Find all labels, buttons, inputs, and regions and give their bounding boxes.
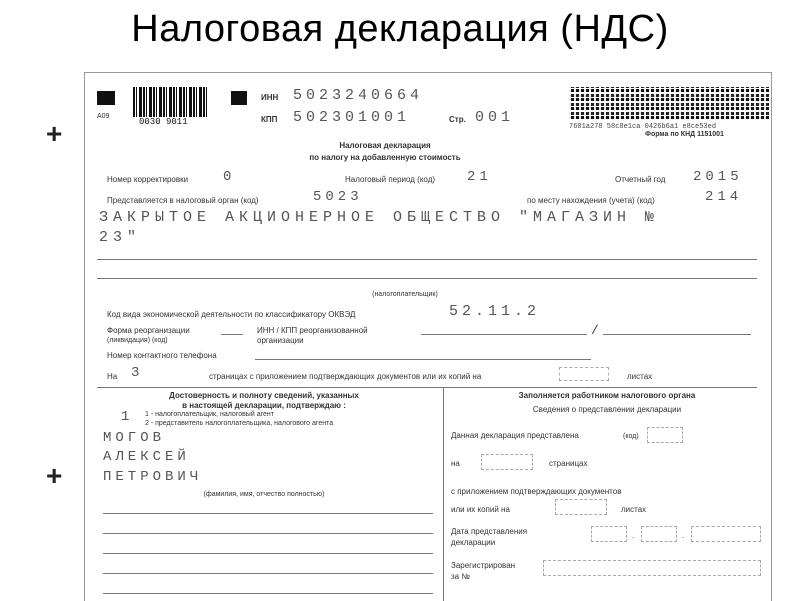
authority-value: 5023 [313, 189, 363, 205]
signature-line-1 [103, 513, 433, 514]
reorg-code-field [221, 334, 243, 335]
signer-first-name: АЛЕКСЕЙ [103, 449, 190, 465]
signer-option-2: 2 - представитель налогоплательщика, налогового агента [145, 420, 334, 427]
year-value: 2015 [693, 169, 743, 185]
hash-text: 7601a278 58c8e1ca 0426b6a1 e8ce53ed [569, 123, 717, 131]
signer-surname: МОГОВ [103, 430, 166, 446]
phone-label: Номер контактного телефона [107, 351, 217, 360]
date-label-line2: декларации [451, 538, 496, 547]
submitted-label: Данная декларация представлена [451, 431, 579, 440]
period-value: 21 [467, 169, 492, 185]
page-label: Стр. [449, 115, 466, 124]
signature-line-5 [103, 593, 433, 594]
signature-line-2 [103, 533, 433, 534]
inn-label: ИНН [261, 93, 279, 102]
signature-line-3 [103, 553, 433, 554]
reg-label-line1: Зарегистрирован [451, 561, 516, 570]
barcode-icon [133, 87, 209, 117]
declaration-form [84, 72, 772, 601]
confirm-heading-line2: в настоящей декларации, подтверждаю : [182, 401, 346, 410]
reorg-inn-field [421, 334, 587, 335]
pages-label: страницах [549, 459, 588, 468]
signature-line-4 [103, 573, 433, 574]
attachment-sheets-cells [559, 367, 609, 381]
slide-title: Налоговая декларация (НДС) [131, 8, 669, 50]
reorg-inn-label-line1: ИНН / КПП реорганизованной [257, 326, 368, 335]
date-dot-1: . [632, 531, 635, 540]
reorg-label-line2: (ликвидация) (код) [107, 337, 168, 344]
pages-value: 3 [131, 365, 144, 381]
okved-value: 52.11.2 [449, 303, 541, 320]
kpp-value: 502301001 [293, 109, 411, 126]
form-knd: Форма по КНД 1151001 [645, 131, 724, 138]
pages-count-cells [481, 454, 533, 470]
section-divider [97, 387, 757, 388]
date-month-cells [641, 526, 677, 542]
submitted-code-cells [647, 427, 683, 443]
correction-value: 0 [223, 169, 236, 185]
location-label: по месту нахождения (учета) (код) [527, 196, 655, 205]
reorg-inn-label-line2: организации [257, 336, 304, 345]
block-divider [443, 387, 444, 601]
taxpayer-name-line2: 23" [99, 229, 142, 246]
taxpayer-name-line1: ЗАКРЫТОЕ АКЦИОНЕРНОЕ ОБЩЕСТВО "МАГАЗИН № [99, 209, 660, 226]
authority-label: Представляется в налоговый орган (код) [107, 196, 259, 205]
declaration-title-line1: Налоговая декларация [339, 141, 431, 150]
date-dot-2: . [682, 531, 685, 540]
corner-marker-left [97, 91, 115, 105]
details-sheets-label: листах [627, 372, 653, 381]
reorg-slash: / [591, 323, 599, 338]
reg-label-line2: за № [451, 572, 470, 581]
location-value: 214 [705, 189, 743, 205]
period-label: Налоговый период (код) [345, 175, 436, 184]
right-sheets-label: листах [621, 505, 647, 514]
signer-patronymic: ПЕТРОВИЧ [103, 469, 203, 485]
date-label-line1: Дата представления [451, 527, 528, 536]
copies-label: или их копий на [451, 505, 510, 514]
page-value: 001 [475, 109, 515, 126]
taxpayer-caption: (налогоплательщик) [372, 291, 438, 298]
authority-block-subheading: Сведения о представлении декларации [532, 405, 682, 414]
qr-code-icon [569, 87, 769, 119]
attachments-label: с приложением подтверждающих документов [451, 487, 622, 496]
registration-mark-top: + [46, 118, 63, 149]
date-year-cells [691, 526, 761, 542]
copies-count-cells [555, 499, 607, 515]
phone-field [255, 359, 591, 360]
pages-prefix: На [107, 372, 118, 381]
signer-option-1: 1 - налогоплательщик, налоговый агент [145, 411, 274, 418]
correction-label: Номер корректировки [107, 175, 189, 184]
submitted-code-label: (код) [623, 433, 639, 440]
taxpayer-line-1 [97, 259, 757, 260]
registration-number-cells [543, 560, 761, 576]
registration-mark-bottom: + [46, 460, 63, 491]
pages-text: страницах с приложением подтверждающих документов или их копий на [209, 372, 482, 381]
confirm-heading-line1: Достоверность и полноту сведений, указанных [169, 391, 359, 400]
kpp-label: КПП [261, 115, 278, 124]
taxpayer-line-2 [97, 278, 757, 279]
form-code: А09 [97, 113, 110, 120]
on-label: на [451, 459, 460, 468]
declaration-title-line2: по налогу на добавленную стоимость [309, 153, 461, 162]
signer-code: 1 [121, 409, 134, 425]
reorg-label-line1: Форма реорганизации [107, 326, 190, 335]
inn-value: 5023240664 [293, 87, 424, 104]
date-day-cells [591, 526, 627, 542]
corner-marker-middle [231, 91, 247, 105]
okved-label: Код вида экономической деятельности по классификатору ОКВЭД [107, 310, 356, 319]
signer-name-caption: (фамилия, имя, отчество полностью) [203, 491, 325, 498]
barcode-number: 0030 9011 [139, 117, 188, 127]
year-label: Отчетный год [615, 175, 666, 184]
authority-block-heading: Заполняется работником налогового органа [518, 391, 696, 400]
reorg-kpp-field [603, 334, 751, 335]
